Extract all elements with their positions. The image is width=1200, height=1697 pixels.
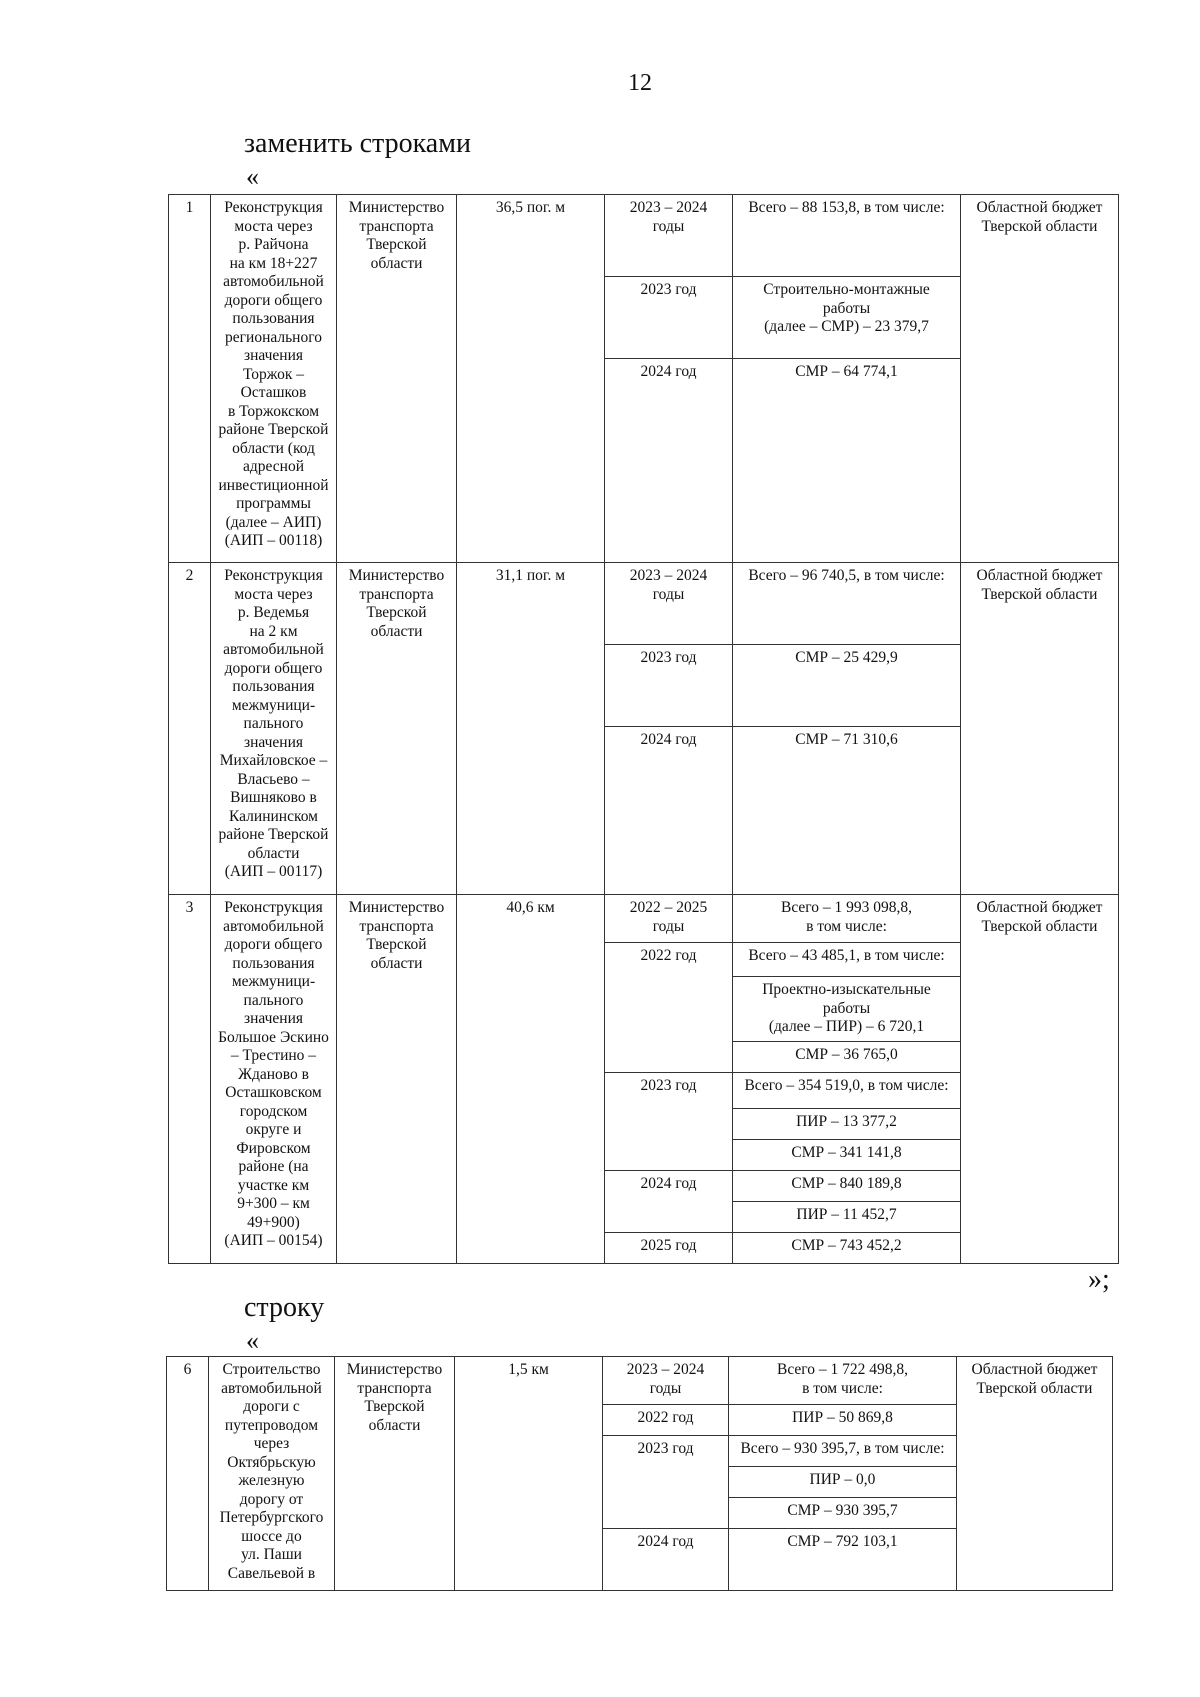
funding-source: Областной бюджет Тверской области [957, 1357, 1113, 1591]
capacity: 36,5 пог. м [457, 195, 605, 563]
capacity: 1,5 км [455, 1357, 603, 1591]
open-quote-2: « [246, 1326, 259, 1355]
table-row [169, 895, 1119, 943]
table-replacement [168, 194, 1119, 1264]
period: 2022 год [605, 943, 733, 1073]
financing: Всего – 43 485,1, в том числе: [733, 943, 961, 977]
period: 2023 год [605, 277, 733, 359]
table-row-replacement [166, 1356, 1113, 1591]
financing: ПИР – 13 377,2 [733, 1108, 961, 1139]
financing: Всего – 354 519,0, в том числе: [733, 1072, 961, 1108]
close-mark: »; [1088, 1264, 1110, 1295]
heading-row: строку [244, 1292, 325, 1323]
financing: СМР – 25 429,9 [733, 645, 961, 727]
period: 2023 год [605, 1072, 733, 1170]
financing: СМР – 64 774,1 [733, 359, 961, 563]
period: 2023 – 2024 годы [605, 563, 733, 645]
customer: Министерство транспорта Тверской области [337, 195, 457, 563]
period: 2024 год [605, 1170, 733, 1232]
period: 2022 – 2025 годы [605, 895, 733, 943]
financing: СМР – 930 395,7 [729, 1498, 957, 1529]
period: 2024 год [605, 727, 733, 895]
row-number: 1 [169, 195, 211, 563]
financing: Всего – 88 153,8, в том числе: [733, 195, 961, 277]
period: 2023 год [603, 1436, 729, 1529]
object-name: Реконструкция моста через р. Райчона на км 18+227 автомобильной дороги общего пользования регионального значения Торжок – Осташков в Торжокском районе Тверской области (код адресной инвестиционной программы (далее – АИП) (АИП – 00118) [211, 195, 337, 563]
financing: ПИР – 11 452,7 [733, 1201, 961, 1232]
financing: СМР – 341 141,8 [733, 1139, 961, 1170]
funding-source: Областной бюджет Тверской области [961, 195, 1119, 563]
funding-source: Областной бюджет Тверской области [961, 895, 1119, 1264]
capacity: 31,1 пог. м [457, 563, 605, 895]
financing: СМР – 792 103,1 [729, 1529, 957, 1591]
period: 2023 год [605, 645, 733, 727]
customer: Министерство транспорта Тверской области [337, 895, 457, 1264]
period: 2025 год [605, 1232, 733, 1263]
financing: ПИР – 50 869,8 [729, 1405, 957, 1436]
financing: Всего – 1 722 498,8, в том числе: [729, 1357, 957, 1405]
table-row [167, 1357, 1113, 1405]
table-row [169, 195, 1119, 277]
page-number: 12 [628, 70, 652, 96]
financing: СМР – 36 765,0 [733, 1041, 961, 1072]
financing: Строительно-монтажные работы (далее – СМР) – 23 379,7 [733, 277, 961, 359]
capacity: 40,6 км [457, 895, 605, 1264]
financing: ПИР – 0,0 [729, 1467, 957, 1498]
period: 2023 – 2024 годы [603, 1357, 729, 1405]
period: 2024 год [605, 359, 733, 563]
financing: СМР – 743 452,2 [733, 1232, 961, 1263]
period: 2022 год [603, 1405, 729, 1436]
customer: Министерство транспорта Тверской области [335, 1357, 455, 1591]
financing: СМР – 840 189,8 [733, 1170, 961, 1201]
financing: СМР – 71 310,6 [733, 727, 961, 895]
table-row [169, 563, 1119, 645]
row-number: 3 [169, 895, 211, 1264]
open-quote-1: « [246, 162, 259, 191]
customer: Министерство транспорта Тверской области [337, 563, 457, 895]
heading-replace: заменить строками [244, 128, 471, 159]
period: 2023 – 2024 годы [605, 195, 733, 277]
object-name: Реконструкция моста через р. Ведемья на 2 км автомобильной дороги общего пользования межмуници- пального значения Михайловское – Власьево – Вишняково в Калининском районе Тверской области (АИП – 00117) [211, 563, 337, 895]
object-name: Строительство автомобильной дороги с путепроводом через Октябрьскую железную дорогу от Петербургского шоссе до ул. Паши Савельевой в [209, 1357, 335, 1591]
financing: Всего – 1 993 098,8, в том числе: [733, 895, 961, 943]
period: 2024 год [603, 1529, 729, 1591]
financing: Проектно-изыскательные работы (далее – ПИР) – 6 720,1 [733, 977, 961, 1042]
financing: Всего – 96 740,5, в том числе: [733, 563, 961, 645]
object-name: Реконструкция автомобильной дороги общего пользования межмуници- пального значения Большое Эскино – Трестино – Жданово в Осташковском городском округе и Фировском районе (на участке км 9+300 – км 49+900) (АИП – 00154) [211, 895, 337, 1264]
financing: Всего – 930 395,7, в том числе: [729, 1436, 957, 1467]
row-number: 2 [169, 563, 211, 895]
row-number: 6 [167, 1357, 209, 1591]
funding-source: Областной бюджет Тверской области [961, 563, 1119, 895]
